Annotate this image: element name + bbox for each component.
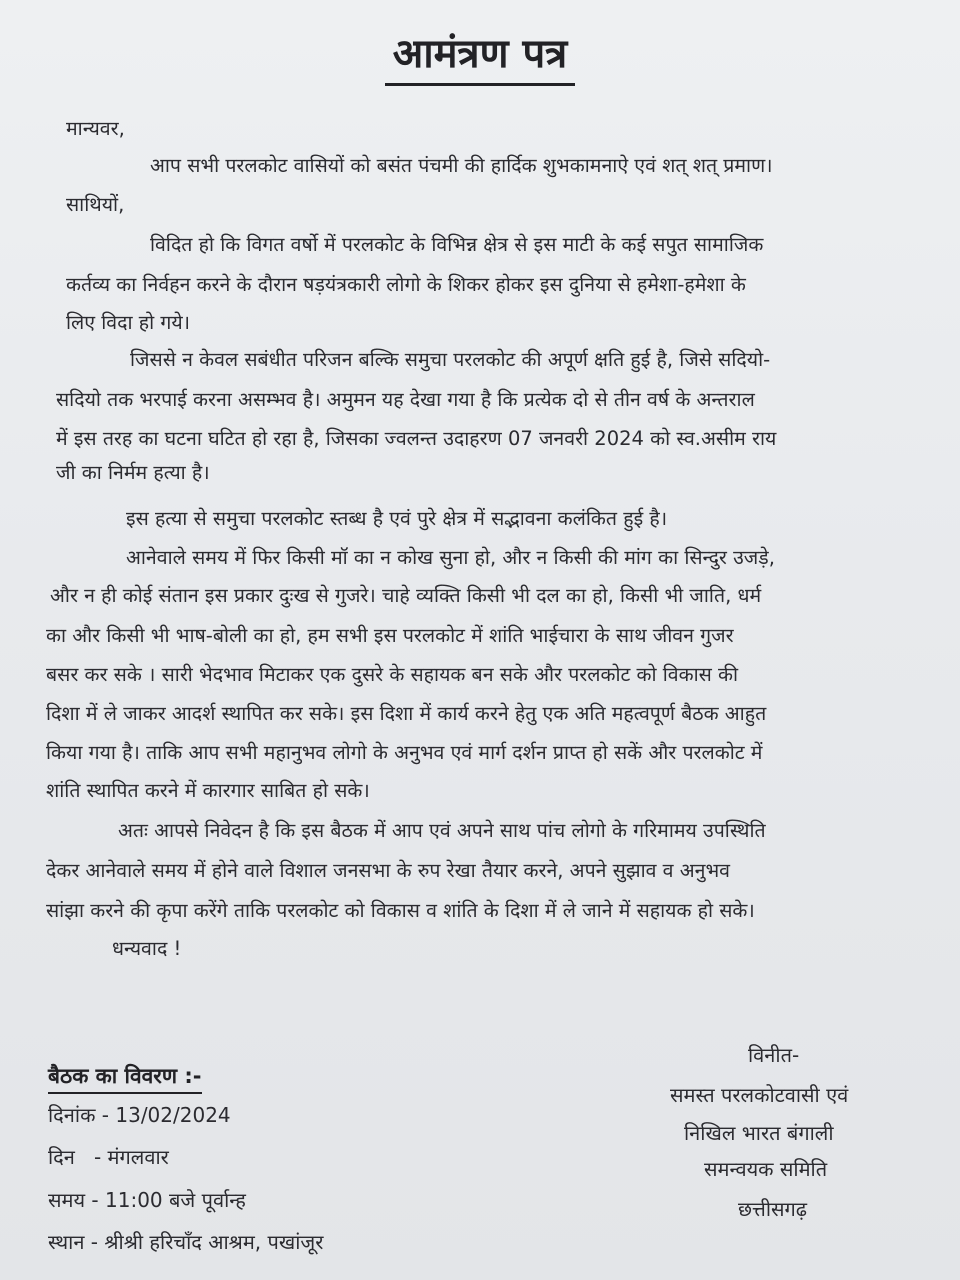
paragraph-line: कर्तव्य का निर्वहन करने के दौरान षड़यंत्रकारी लोगो के शिकर होकर इस दुनिया से हमेशा-हमेशा के	[66, 273, 746, 296]
paragraph-line: बसर कर सके । सारी भेदभाव मिटाकर एक दुसरे के सहायक बन सके और परलकोट को विकास की	[46, 663, 739, 686]
paragraph-line: जी का निर्मम हत्या है।	[56, 461, 210, 484]
paragraph-line: सदियो तक भरपाई करना असम्भव है। अमुमन यह देखा गया है कि प्रत्येक दो से तीन वर्ष के अन्तराल	[56, 388, 755, 411]
paragraph-line: जिससे न केवल सबंधीत परिजन बल्कि समुचा परलकोट की अपूर्ण क्षति हुई है, जिसे सदियो-	[130, 348, 771, 371]
meeting-time: समय - 11:00 बजे पूर्वान्ह	[48, 1188, 246, 1212]
paragraph-line: आनेवाले समय में फिर किसी मॉ का न कोख सुना हो, और न किसी की मांग का सिन्दुर उजड़े,	[126, 546, 775, 569]
signature-line: समस्त परलकोटवासी एवं	[670, 1083, 849, 1107]
paragraph-line: किया गया है। ताकि आप सभी महानुभव लोगो के अनुभव एवं मार्ग दर्शन प्राप्त हो सकें और परलकोट में	[46, 741, 763, 764]
paragraph-line: लिए विदा हो गये।	[66, 311, 191, 334]
paragraph-line: इस हत्या से समुचा परलकोट स्तब्ध है एवं पुरे क्षेत्र में सद्भावना कलंकित हुई है।	[126, 507, 668, 530]
paragraph-line: में इस तरह का घटना घटित हो रहा है, जिसका ज्वलन्त उदाहरण 07 जनवरी 2024 को स्व.असीम राय	[56, 427, 777, 450]
greeting-line: आप सभी परलकोट वासियों को बसंत पंचमी की हार्दिक शुभकामनाऐ एवं शत् शत् प्रमाण।	[150, 154, 773, 177]
letter-title	[0, 24, 960, 86]
letter-title-text: आमंत्रण पत्र	[385, 24, 576, 86]
thanks-line: धन्यवाद !	[112, 937, 182, 960]
signature-line: निखिल भारत बंगाली	[684, 1121, 834, 1145]
paragraph-line: का और किसी भी भाष-बोली का हो, हम सभी इस परलकोट में शांति भाईचारा के साथ जीवन गुजर	[46, 624, 734, 647]
meeting-place: स्थान - श्रीश्री हरिचाँद आश्रम, पखांजूर	[48, 1230, 324, 1254]
salutation: मान्यवर,	[66, 117, 125, 140]
meeting-date: दिनांक - 13/02/2024	[48, 1103, 231, 1127]
paragraph-line: और न ही कोई संतान इस प्रकार दुःख से गुजरे। चाहे व्यक्ति किसी भी दल का हो, किसी भी जाति, धर्म	[50, 584, 762, 607]
signature-line: समन्वयक समिति	[704, 1157, 828, 1181]
signature-line: छत्तीसगढ़	[738, 1197, 808, 1221]
paragraph-line: सांझा करने की कृपा करेंगे ताकि परलकोट को विकास व शांति के दिशा में ले जाने में सहायक हो सके।	[46, 899, 755, 922]
meeting-details-heading: बैठक का विवरण :-	[48, 1062, 202, 1094]
meeting-day: दिन - मंगलवार	[48, 1145, 169, 1169]
paragraph-line: देकर आनेवाले समय में होने वाले विशाल जनसभा के रुप रेखा तैयार करने, अपने सुझाव व अनुभव	[46, 859, 730, 882]
paragraph-line: दिशा में ले जाकर आदर्श स्थापित कर सके। इस दिशा में कार्य करने हेतु एक अति महत्वपूर्ण बैठक आहुत	[46, 702, 767, 725]
paragraph-line: शांति स्थापित करने में कारगार साबित हो सके।	[46, 779, 370, 802]
paragraph-line: अतः आपसे निवेदन है कि इस बैठक में आप एवं अपने साथ पांच लोगो के गरिमामय उपस्थिति	[118, 819, 766, 842]
paragraph-line: विदित हो कि विगत वर्षो में परलकोट के विभिन्न क्षेत्र से इस माटी के कई सपुत सामाजिक	[150, 233, 764, 256]
address-line: साथियों,	[66, 193, 125, 216]
signature-closing: विनीत-	[748, 1043, 800, 1067]
